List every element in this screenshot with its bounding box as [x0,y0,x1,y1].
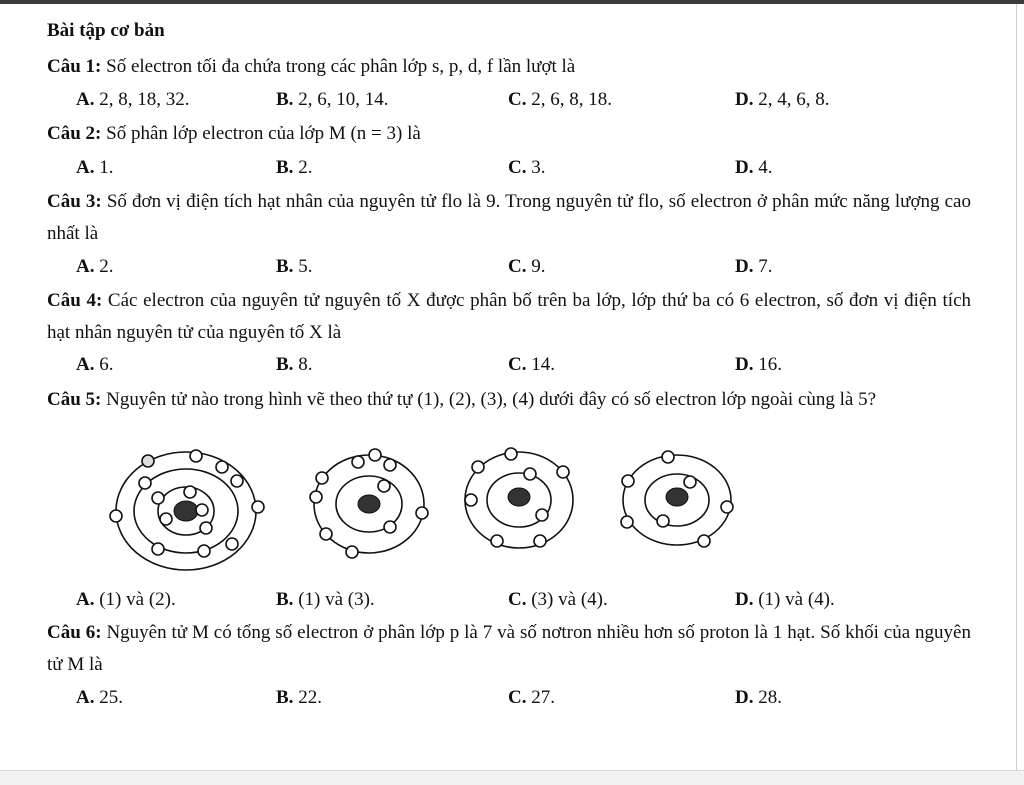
electron [226,538,238,550]
electron [416,507,428,519]
question-label: Câu 6: [47,622,102,643]
question-text: Nguyên tử M có tổng số electron ở phân lớp p là 7 và số nơtron nhiều hơn số proton là 1 hạt. Số khối của nguyên tử M là [47,622,971,675]
electron [384,521,396,533]
electron [196,504,208,516]
q1-option-d: D. 2, 4, 6, 8. [735,89,830,110]
electron [684,476,696,488]
electron [534,535,546,547]
electron [200,522,212,534]
electron [465,494,477,506]
electron [346,546,358,558]
q4-option-c: C. 14. [508,354,555,375]
electron [721,501,733,513]
electron [184,486,196,498]
electron [491,535,503,547]
q3-option-b: B. 5. [276,256,313,277]
electron [152,492,164,504]
question-label: Câu 1: [47,56,102,77]
q5-option-b: B. (1) và (3). [276,589,375,610]
electron [252,501,264,513]
electron [472,461,484,473]
q3-option-d: D. 7. [735,256,773,277]
nucleus [358,495,380,513]
electron [320,528,332,540]
electron [216,461,228,473]
question-label: Câu 5: [47,389,102,410]
question-text: Các electron của nguyên tử nguyên tố X được phân bố trên ba lớp, lớp thứ ba có 6 electron, số đơn vị điện tích hạt nhân nguyên tử của nguyên tố X là [47,290,972,343]
q2-option-c: C. 3. [508,157,546,178]
q4-option-d: D. 16. [735,354,782,375]
electron [198,545,210,557]
page-edge [1016,4,1017,770]
electron [622,475,634,487]
q4-option-a: A. 6. [76,354,114,375]
electron [657,515,669,527]
atom-diagram-2 [310,449,428,558]
q3-option-c: C. 9. [508,256,546,277]
q6-option-c: C. 27. [508,687,555,708]
electron [352,456,364,468]
electron [110,510,122,522]
electron [142,455,154,467]
question-text: Số electron tối đa chứa trong các phân lớp s, p, d, f lần lượt là [101,56,576,77]
electron [369,449,381,461]
electron [310,491,322,503]
nucleus [508,488,530,506]
q2-option-a: A. 1. [76,157,114,178]
q4-option-b: B. 8. [276,354,313,375]
q1-option-c: C. 2, 6, 8, 18. [508,89,612,110]
electron [316,472,328,484]
q2-option-d: D. 4. [735,157,773,178]
question-text: Số đơn vị điện tích hạt nhân của nguyên tử flo là 9. Trong nguyên tử flo, số electron ở phân mức năng lượng cao nhất là [47,191,971,244]
electron [505,448,517,460]
electron [536,509,548,521]
q6-option-d: D. 28. [735,687,782,708]
q6-option-a: A. 25. [76,687,123,708]
electron [139,477,151,489]
electron [231,475,243,487]
electron [160,513,172,525]
q5-option-c: C. (3) và (4). [508,589,608,610]
electron [378,480,390,492]
atom-diagram-3 [465,448,573,548]
electron [190,450,202,462]
q3-option-a: A. 2. [76,256,114,277]
question-label: Câu 4: [47,290,103,311]
atom-diagram-1 [110,450,264,570]
q2-option-b: B. 2. [276,157,313,178]
electron [152,543,164,555]
q1-option-b: B. 2, 6, 10, 14. [276,89,389,110]
atom-diagram-4 [621,451,733,547]
q6-option-b: B. 22. [276,687,322,708]
bottom-bar [0,770,1024,785]
question-text: Nguyên tử nào trong hình vẽ theo thứ tự (1), (2), (3), (4) dưới đây có số electron lớp ngoài cùng là 5? [101,389,877,410]
q1-option-a: A. 2, 8, 18, 32. [76,89,190,110]
question-6 [47,617,971,681]
electron [384,459,396,471]
nucleus [666,488,688,506]
electron [662,451,674,463]
electron [698,535,710,547]
page-title: Bài tập cơ bản [47,20,165,41]
question-label: Câu 3: [47,191,102,212]
q5-option-a: A. (1) và (2). [76,589,176,610]
electron [557,466,569,478]
q5-option-d: D. (1) và (4). [735,589,835,610]
electron [524,468,536,480]
question-text: Số phân lớp electron của lớp M (n = 3) là [101,123,421,144]
nucleus [174,501,198,521]
electron [621,516,633,528]
question-label: Câu 2: [47,123,102,144]
